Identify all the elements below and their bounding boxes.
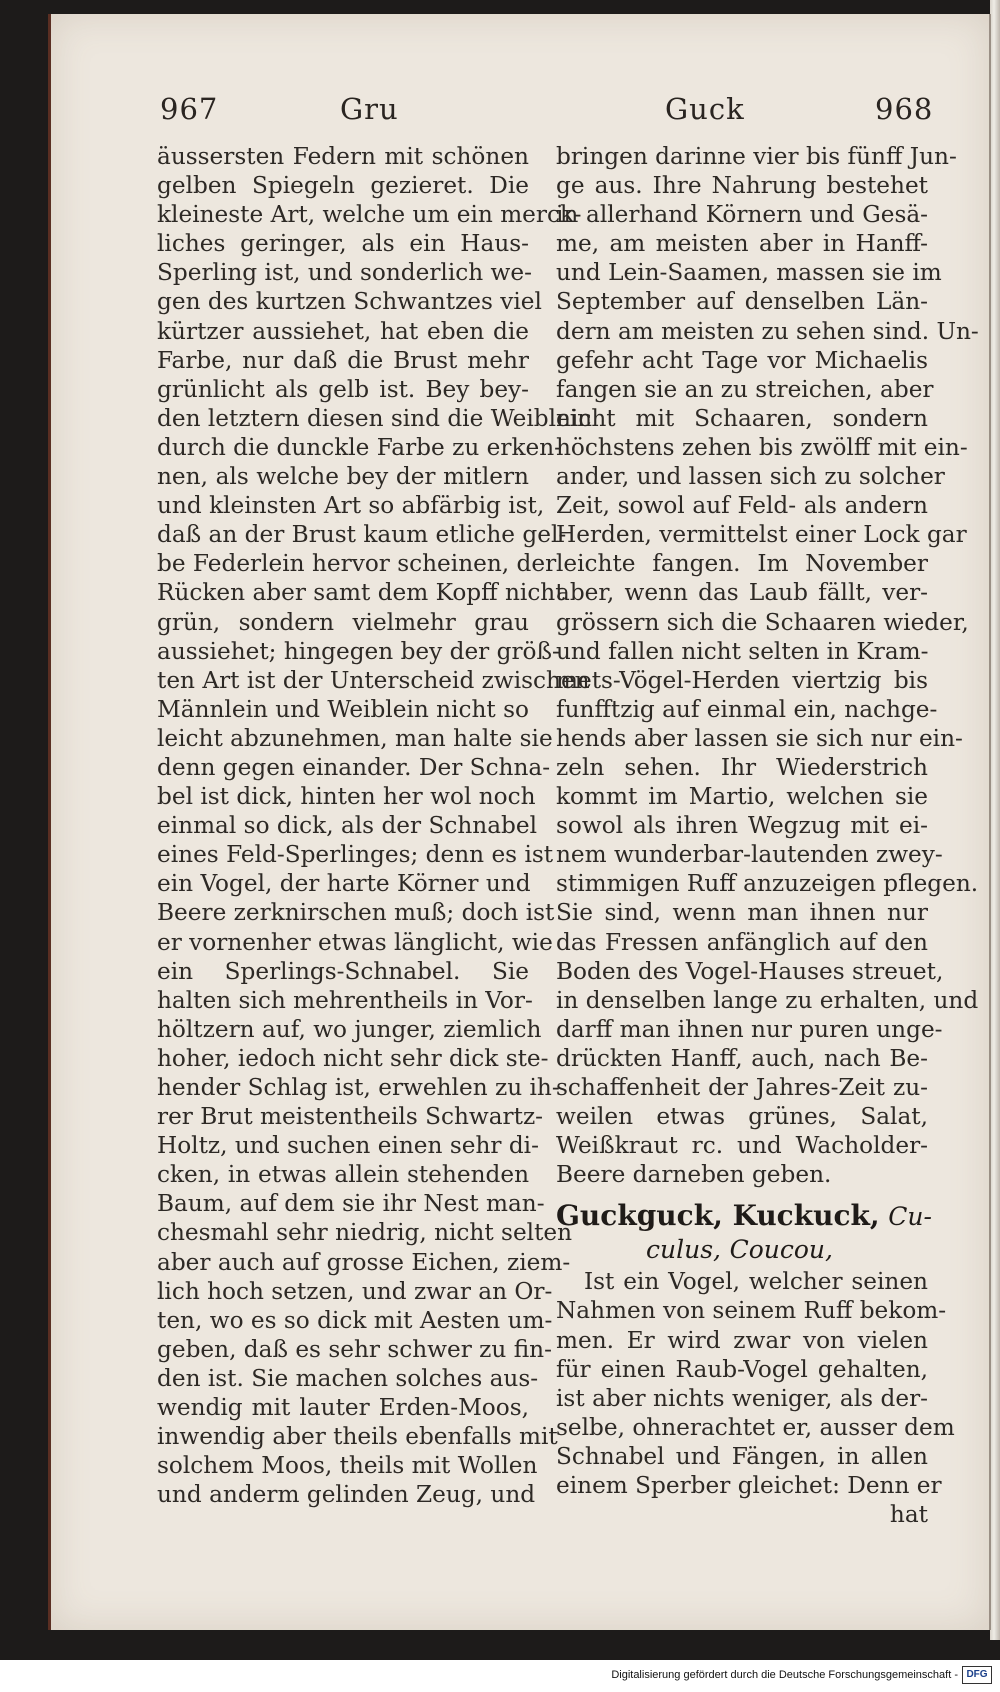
text-line: hender Schlag ist, erwehlen zu ih- [157, 1074, 560, 1101]
text-line: Sperling ist, und sonderlich we- [157, 259, 532, 287]
footer-bar [0, 1660, 1000, 1692]
text-line: kommt im Martio, welchen sie [556, 783, 928, 811]
text-line: Weißkraut rc. und Wacholder- [556, 1132, 928, 1160]
entry-latin-name: Cu- [888, 1202, 932, 1232]
text-line: eines Feld-Sperlinges; denn es ist [157, 841, 554, 869]
text-line: September auf denselben Län- [556, 288, 928, 316]
text-line: Beere darneben geben. [556, 1161, 832, 1189]
text-line: me, am meisten aber in Hanff- [556, 230, 928, 258]
text-column-right [556, 142, 979, 1529]
text-line: kleineste Art, welche um ein merck- [157, 201, 582, 229]
text-line: ein Sperlings-Schnabel. Sie [157, 957, 529, 985]
text-line: für einen Raub-Vogel gehalten, [556, 1355, 928, 1383]
text-line: kürtzer aussiehet, hat eben die [157, 317, 529, 345]
text-line: gefehr acht Tage vor Michaelis [556, 346, 928, 374]
text-line: be Federlein hervor scheinen, der [157, 550, 557, 578]
text-line: Nahmen von seinem Ruff bekom- [556, 1297, 947, 1325]
text-line: leicht abzunehmen, man halte sie [157, 724, 553, 752]
text-line: rer Brut meistentheils Schwartz- [157, 1103, 544, 1131]
text-column-left [157, 142, 593, 1509]
text-line: Zeit, sowol auf Feld- als andern [556, 492, 928, 520]
text-line: chesmahl sehr niedrig, nicht selten [157, 1219, 573, 1247]
text-line: ander, und lassen sich zu solcher [556, 463, 945, 491]
catchword: hat [889, 1501, 928, 1529]
text-line: wendig mit lauter Erden-Moos, [157, 1394, 529, 1422]
text-line: Männlein und Weiblein nicht so [157, 695, 529, 723]
text-line: ge aus. Ihre Nahrung bestehet [556, 172, 928, 200]
text-line: lich hoch setzen, und zwar an Or- [157, 1277, 553, 1305]
text-line: grössern sich die Schaaren wieder, [556, 608, 969, 636]
page-number-right: 968 [875, 92, 934, 126]
text-line: äussersten Federn mit schönen [157, 143, 529, 170]
text-line: Holtz, und suchen einen sehr di- [157, 1132, 539, 1160]
text-line: hends aber lassen sie sich nur ein- [556, 724, 963, 752]
text-line: nicht mit Schaaren, sondern [556, 404, 928, 432]
text-line: men. Er wird zwar von vielen [556, 1326, 928, 1354]
text-line: aber, wenn das Laub fällt, ver- [556, 579, 928, 607]
text-line: und Lein-Saamen, massen sie im [556, 259, 942, 287]
text-line: nem wunderbar-lautenden zwey- [556, 841, 943, 869]
text-line: höchstens zehen bis zwölff mit ein- [556, 433, 968, 461]
text-line: und anderm gelinden Zeug, und [157, 1481, 536, 1509]
entry-latin-name-cont: culus, [646, 1235, 721, 1265]
text-line: geben, daß es sehr schwer zu fin- [157, 1335, 552, 1363]
text-line: sowol als ihren Wegzug mit ei- [556, 812, 928, 840]
text-line: gen des kurtzen Schwantzes viel [157, 288, 542, 316]
text-line: einem Sperber gleichet: Denn er [556, 1472, 942, 1500]
text-line: aussiehet; hingegen bey der größ- [157, 637, 560, 665]
text-line: ist aber nichts weniger, als der- [556, 1384, 928, 1412]
text-line: denn gegen einander. Der Schna- [157, 753, 551, 781]
entry-headword: Guckguck, Kuckuck, [556, 1199, 880, 1233]
text-line: und kleinsten Art so abfärbig ist, [157, 492, 545, 520]
text-line: gelben Spiegeln gezieret. Die [157, 172, 529, 200]
page-edge [990, 0, 1000, 1640]
text-line: bringen darinne vier bis fünff Jun- [556, 143, 957, 170]
text-line: in allerhand Körnern und Gesä- [556, 201, 928, 229]
text-line: Farbe, nur daß die Brust mehr [157, 346, 529, 374]
text-line: Schnabel und Fängen, in allen [556, 1442, 928, 1470]
entry-heading-line-2 [556, 1233, 928, 1266]
text-line: den ist. Sie machen solches aus- [157, 1364, 539, 1392]
text-line: nen, als welche bey der mitlern [157, 463, 529, 491]
text-line: das Fressen anfänglich auf den [556, 928, 928, 956]
text-line: darff man ihnen nur puren unge- [556, 1015, 943, 1043]
text-line: ten, wo es so dick mit Aesten um- [157, 1306, 553, 1334]
text-line: und fallen nicht selten in Kram- [556, 637, 929, 665]
text-line: Sie sind, wenn man ihnen nur [556, 899, 928, 927]
text-line: grünlicht als gelb ist. Bey bey- [157, 375, 529, 403]
text-line: einmal so dick, als der Schnabel [157, 812, 538, 840]
running-head-left: Gru [340, 92, 399, 126]
text-line: Ist ein Vogel, welcher seinen [584, 1268, 928, 1296]
text-line: Beere zerknirschen muß; doch ist [157, 899, 555, 927]
text-line: mets-Vögel-Herden viertzig bis [556, 666, 928, 694]
text-line: ein Vogel, der harte Körner und [157, 870, 531, 898]
text-line: ten Art ist der Unterscheid zwischen [157, 666, 590, 694]
text-line: Rücken aber samt dem Kopff nicht [157, 579, 565, 607]
right-column-continuation [556, 142, 979, 1189]
text-line: halten sich mehrentheils in Vor- [157, 986, 533, 1014]
text-line: fangen sie an zu streichen, aber [556, 375, 934, 403]
text-line: zeln sehen. Ihr Wiederstrich [556, 753, 928, 781]
entry-heading-line-1 [556, 1199, 932, 1233]
text-line: funfftzig auf einmal ein, nachge- [556, 695, 938, 723]
text-line: durch die dunckle Farbe zu erken- [157, 433, 562, 461]
funding-credit: Digitalisierung gefördert durch die Deutsche Forschungsgemeinschaft - [611, 1669, 958, 1681]
entry-heading [556, 1199, 932, 1267]
entry-french-name: Coucou, [729, 1235, 833, 1265]
text-line: Baum, auf dem sie ihr Nest man- [157, 1190, 545, 1218]
text-line: daß an der Brust kaum etliche gel- [157, 521, 567, 549]
text-line: cken, in etwas allein stehenden [157, 1161, 529, 1189]
text-line: leichte fangen. Im November [556, 550, 928, 578]
page-number-left: 967 [160, 92, 219, 126]
text-line: Herden, vermittelst einer Lock gar [556, 521, 967, 549]
text-line: hoher, iedoch nicht sehr dick ste- [157, 1044, 549, 1072]
dfg-logo: DFG [962, 1666, 992, 1684]
text-line: selbe, ohnerachtet er, ausser dem [556, 1413, 955, 1441]
text-line: drückten Hanff, auch, nach Be- [556, 1044, 928, 1072]
text-line: er vornenher etwas länglicht, wie [157, 928, 553, 956]
text-line: stimmigen Ruff anzuzeigen pflegen. [556, 870, 979, 898]
text-line: dern am meisten zu sehen sind. Un- [556, 317, 979, 345]
text-line: höltzern auf, wo junger, ziemlich [157, 1015, 542, 1043]
entry-body [556, 1267, 955, 1500]
text-line: schaffenheit der Jahres-Zeit zu- [556, 1074, 928, 1101]
text-line: solchem Moos, theils mit Wollen [157, 1452, 538, 1480]
text-line: inwendig aber theils ebenfalls mit [157, 1423, 558, 1451]
running-head-right: Guck [665, 92, 745, 126]
text-line: Boden des Vogel-Hauses streuet, [556, 957, 944, 985]
text-line: grün, sondern vielmehr grau [157, 608, 529, 636]
text-line: liches geringer, als ein Haus- [157, 230, 529, 258]
text-line: bel ist dick, hinten her wol noch [157, 783, 536, 811]
text-line: weilen etwas grünes, Salat, [556, 1103, 928, 1131]
text-line: den letztern diesen sind die Weiblein [157, 404, 593, 432]
text-line: in denselben lange zu erhalten, und [556, 986, 979, 1014]
text-line: aber auch auf grosse Eichen, ziem- [157, 1248, 571, 1276]
